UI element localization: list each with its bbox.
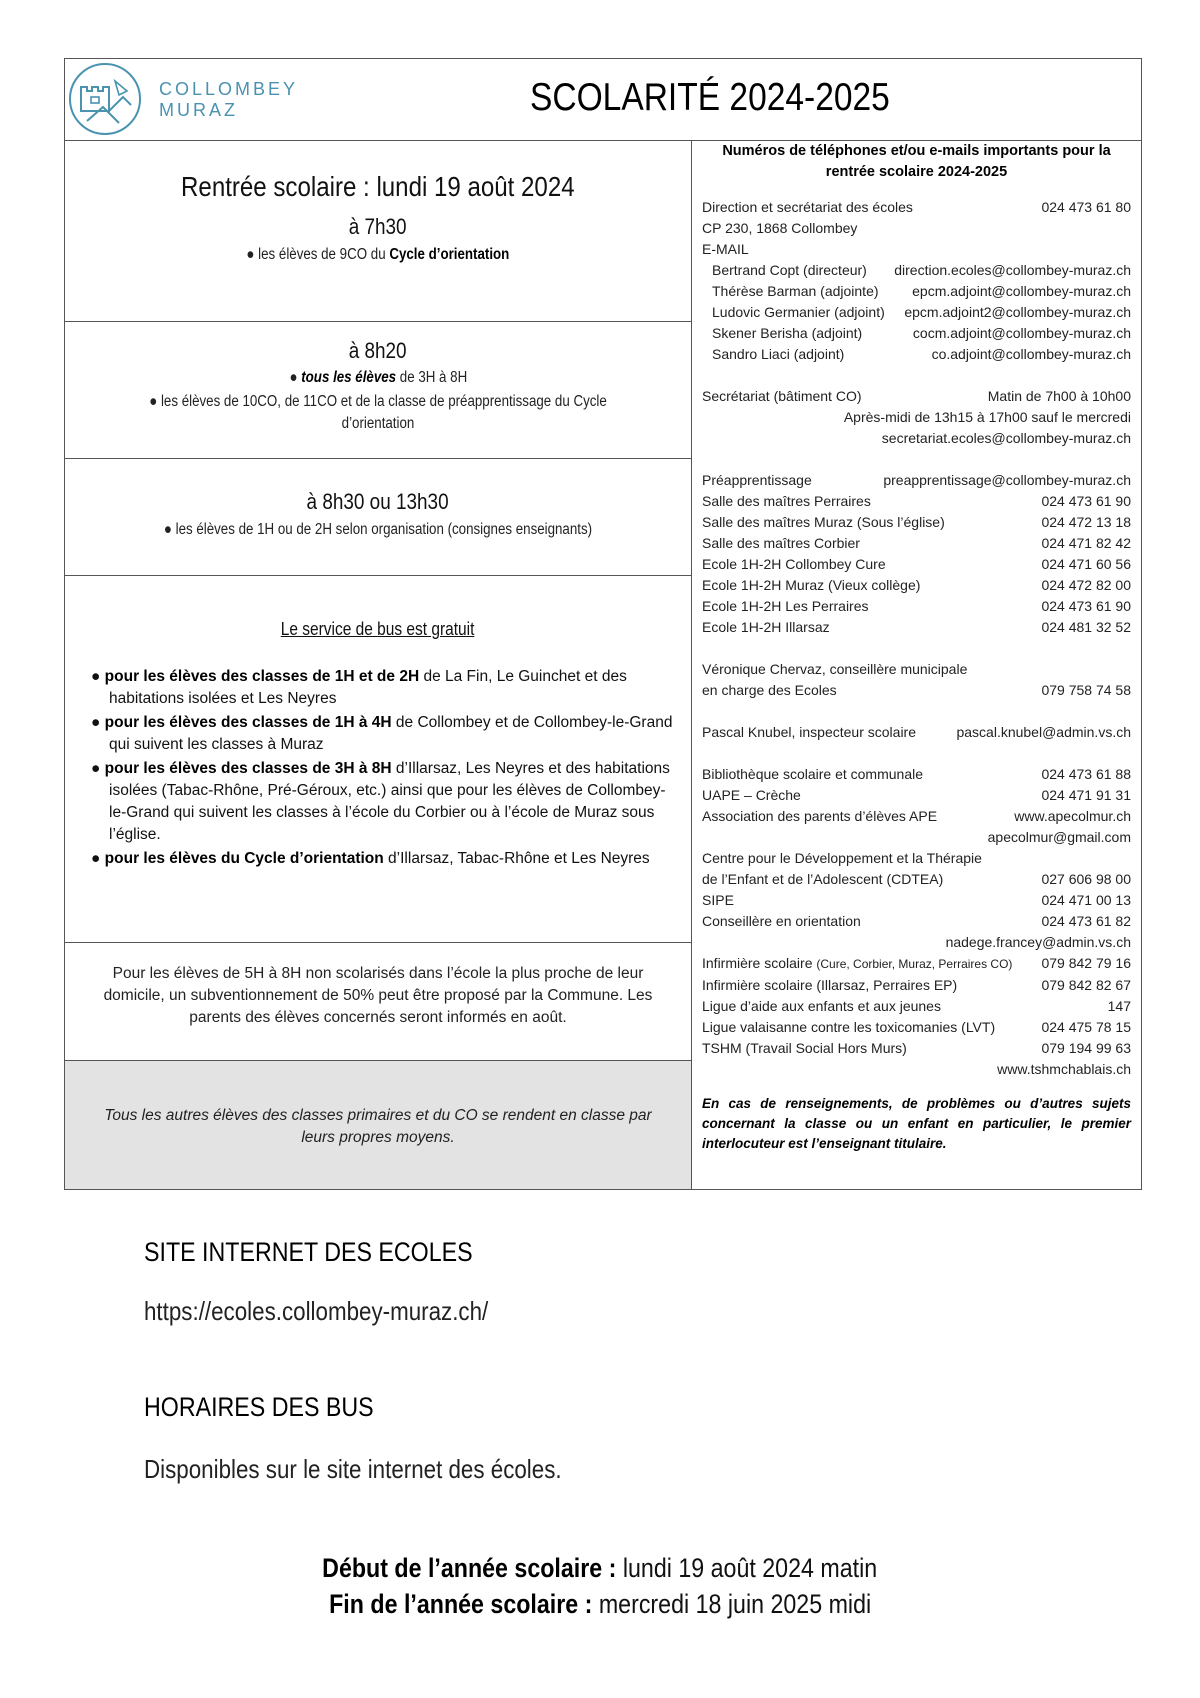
contacts-panel — [692, 141, 1141, 1154]
end-date: Fin de l’année scolaire : mercredi 18 juin 2025 midi — [328, 1589, 872, 1619]
section-7h30 — [65, 141, 691, 322]
schedule-frame — [64, 58, 1142, 1190]
councillor-block: Véronique Chervaz, conseillère municipale en charge des Ecoles 079 758 74 58 — [702, 661, 1131, 698]
contact-note: En cas de renseignements, de problèmes ou d’autres sujets concernant la classe ou un enfant en particulier, le premier interlocuteur est l’enseignant titulaire. — [702, 1096, 1131, 1151]
section-bus — [65, 576, 691, 943]
header — [65, 59, 1141, 141]
section-8h20 — [65, 322, 691, 459]
document-title: SCOLARITÉ 2024-2025 — [530, 76, 890, 119]
bus-schedule-text: Disponibles sur le site internet des écoles. — [144, 1454, 562, 1484]
right-column — [692, 141, 1141, 1189]
secretariat-label: Secrétariat (bâtiment CO) — [702, 388, 862, 404]
time-7h30: à 7h30 — [349, 214, 407, 239]
staff-row: Bertrand Copt (directeur) direction.ecoles@collombey-muraz.ch — [712, 262, 1131, 278]
section-8h30 — [65, 459, 691, 576]
bus-list — [65, 666, 691, 870]
bullet-9co: ● les élèves de 9CO du Cycle d’orientation — [246, 246, 510, 263]
list-item: ● pour les élèves des classes de 1H et de 2H de La Fin, Le Guinchet et des habitations isolées et Les Neyres — [91, 668, 627, 707]
postal-address: CP 230, 1868 Collombey — [702, 220, 858, 236]
bullet-1h-2h: ● les élèves de 1H ou de 2H selon organisation (consignes enseignants) — [163, 521, 593, 538]
school-row: Salle des maîtres Corbier 024 471 82 42 — [702, 535, 1131, 551]
section-other-pupils — [65, 1061, 691, 1189]
site-url[interactable]: https://ecoles.collombey-muraz.ch/ — [144, 1296, 489, 1326]
bus-schedule-title: HORAIRES DES BUS — [144, 1392, 374, 1422]
bullet-all-pupils: ● tous les élèves de 3H à 8H — [289, 369, 467, 386]
staff-row: Sandro Liaci (adjoint) co.adjoint@collombey-muraz.ch — [712, 346, 1131, 362]
school-row: Salle des maîtres Muraz (Sous l’église) 024 472 13 18 — [702, 514, 1131, 530]
site-section — [144, 1237, 526, 1268]
subsidy-text: Pour les élèves de 5H à 8H non scolarisés dans l’école la plus proche de leur domicile, un subventionnement de 50% peut être proposé par la Commune. Les parents des élèves concernés seront informés en août. — [103, 965, 653, 1026]
staff-row: Skener Berisha (adjoint) cocm.adjoint@collombey-muraz.ch — [712, 325, 1131, 341]
school-year-dates — [0, 1550, 1200, 1622]
brand-name — [159, 79, 298, 121]
secretariat-morning: Matin de 7h00 à 10h00 — [987, 388, 1131, 404]
brand-line1: COLLOMBEY — [159, 79, 299, 99]
section-subsidy — [65, 943, 691, 1061]
secretariat-block — [702, 386, 1131, 449]
email-label: E-MAIL — [702, 241, 749, 257]
left-column — [65, 141, 692, 1189]
school-row: Salle des maîtres Perraires 024 473 61 90 — [702, 493, 1131, 509]
brand-line2: MURAZ — [159, 100, 238, 120]
others-text: Tous les autres élèves des classes primaires et du CO se rendent en classe par leurs propres moyens. — [104, 1107, 652, 1146]
direction-phone: 024 473 61 80 — [1041, 199, 1131, 215]
bullet-10co-11co: ● les élèves de 10CO, de 11CO et de la classe de préapprentissage du Cycle d’orientation — [149, 393, 607, 432]
site-title: SITE INTERNET DES ECOLES — [144, 1237, 473, 1267]
school-row: Ecole 1H-2H Collombey Cure 024 471 60 56 — [702, 556, 1131, 572]
rentree-title: Rentrée scolaire : lundi 19 août 2024 — [181, 171, 575, 202]
staff-row: Thérèse Barman (adjointe) epcm.adjoint@collombey-muraz.ch — [712, 283, 1131, 299]
list-item: ● pour les élèves des classes de 1H à 4H de Collombey et de Collombey-le-Grand qui suivent les classes à Muraz — [91, 714, 673, 753]
time-8h20: à 8h20 — [349, 338, 407, 363]
school-row: Ecole 1H-2H Muraz (Vieux collège) 024 472 82 00 — [702, 577, 1131, 593]
start-date: Début de l’année scolaire : lundi 19 août 2024 matin — [322, 1553, 878, 1583]
direction-label: Direction et secrétariat des écoles — [702, 199, 913, 215]
bus-title: Le service de bus est gratuit — [281, 619, 475, 639]
time-8h30: à 8h30 ou 13h30 — [306, 489, 450, 514]
contacts-title: Numéros de téléphones et/ou e-mails importants pour la rentrée scolaire 2024-2025 — [722, 143, 1111, 180]
staff-row: Ludovic Germanier (adjoint) epcm.adjoint2@collombey-muraz.ch — [712, 304, 1131, 320]
inspector-row: Pascal Knubel, inspecteur scolaire pascal.knubel@admin.vs.ch — [702, 724, 1131, 740]
list-item: ● pour les élèves du Cycle d’orientation d’Illarsaz, Tabac-Rhône et Les Neyres — [91, 850, 650, 867]
bus-section — [144, 1392, 411, 1423]
list-item: ● pour les élèves des classes de 3H à 8H d’Illarsaz, Les Neyres et des habitations isolées (Tabac-Rhône, Pré-Géroux, etc.) ainsi que pour les élèves de Collombey-le-Grand qui suivent les classes à l’école du Corbier ou à l’école de Muraz sous l’église. — [91, 760, 670, 843]
secretariat-email: secretariat.ecoles@collombey-muraz.ch — [881, 430, 1131, 446]
schools-block: Préapprentissage preapprentissage@collombey-muraz.ch Salle des maîtres Perraires 024 473 61 90 Salle des maîtres Muraz (Sous l’église) 024 472 13 18 Salle des maîtres Corbier 024 471 82 42 Ecole 1H-2H Collombey Cure 024 471 60 56 Ecole 1H-2H Muraz (Vieux collège) 024 472 82 00 Ecole 1H-2H Les Perraires 024 473 61 90 Ecole 1H-2H Illarsaz 024 481 32 52 — [702, 470, 1131, 638]
collombey-muraz-logo-icon — [67, 61, 143, 137]
secretariat-afternoon: Après-midi de 13h15 à 17h00 sauf le mercredi — [843, 409, 1131, 425]
direction-block — [702, 197, 1131, 365]
services-block: Bibliothèque scolaire et communale 024 473 61 88 UAPE – Crèche 024 471 91 31 Association des parents d’élèves APE www.apecolmur.ch apecolmur@gmail.com Centre pour le Développement et la Thérapie de l’Enfant et de l’Adolescent (CDTEA) 027 606 98 00 SIPE 024 471 00 13 Conseillère en orientation 024 473 61 82 nadege.francey@admin.vs.ch Infirmière scolaire (Cure, Corbier, Muraz, Perraires CO) 079 842 79 16 Infirmière scolaire (Illarsaz, Perraires EP) 079 842 82 67 Ligue d’aide aux enfants et aux jeunes 147 Ligue valaisanne contre les toxicomanies (LVT) 024 475 78 15 TSHM (Travail Social Hors Murs) 079 194 99 63 www.tshmchablais.ch — [702, 766, 1131, 1077]
school-row: Ecole 1H-2H Illarsaz 024 481 32 52 — [702, 619, 1131, 635]
school-row: Ecole 1H-2H Les Perraires 024 473 61 90 — [702, 598, 1131, 614]
